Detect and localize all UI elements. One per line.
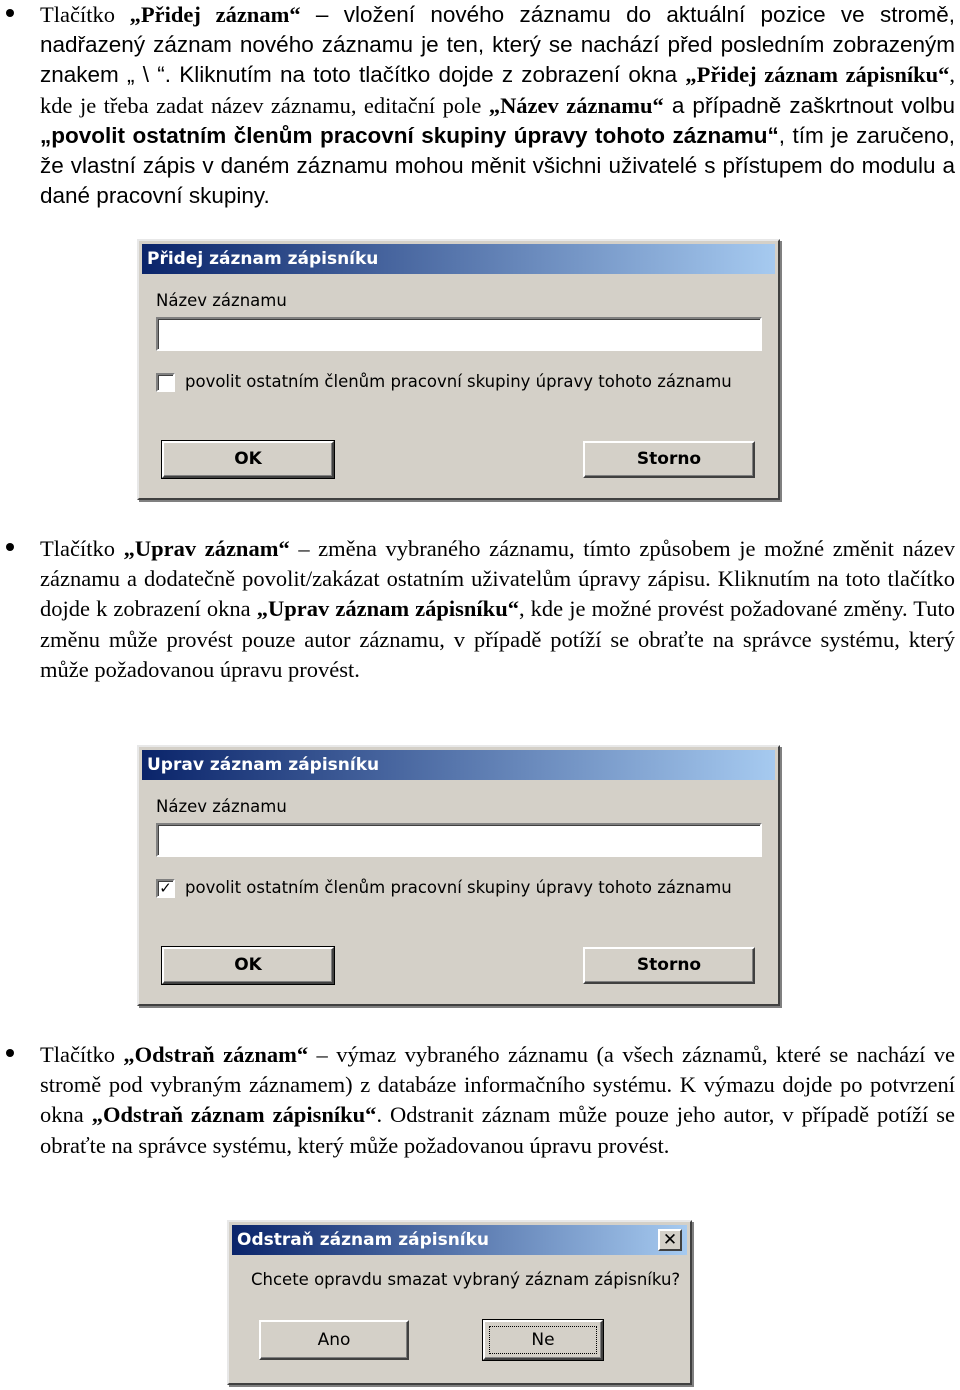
cancel-button[interactable]: Storno — [583, 441, 755, 478]
focus-rect — [489, 1326, 597, 1354]
term-delete-record: „Odstraň záznam“ — [123, 1042, 309, 1067]
no-button[interactable]: Ne — [483, 1320, 603, 1360]
dialog-titlebar: Uprav záznam zápisníku — [142, 750, 775, 780]
allow-edit-checkbox[interactable] — [156, 373, 175, 392]
bullet-dot — [6, 543, 14, 551]
dialog-titlebar: Přidej záznam zápisníku — [142, 244, 775, 274]
record-name-input[interactable] — [156, 317, 762, 351]
close-icon[interactable]: ✕ — [658, 1229, 682, 1251]
bullet-dot — [6, 1049, 14, 1057]
dialog-titlebar: Odstraň záznam zápisníku — [232, 1225, 687, 1255]
field-label-record-name: Název záznamu — [156, 291, 287, 310]
allow-edit-checkbox-label[interactable]: povolit ostatním členům pracovní skupiny úpravy tohoto záznamu — [185, 878, 732, 897]
paragraph-edit-record: Tlačítko „Uprav záznam“ – změna vybraného záznamu, tímto způsobem je možné změnit název záznamu a dodatečně povolit/zakázat ostatním uživatelům úpravy zápisu. Kliknutím na toto tlačítko dojde k zobrazení okna „Uprav záznam zápisníku“, kde je možné provést požadované změny. Tuto změnu může provést pouze autor záznamu, v případě potíží se obraťte na správce systému, který může požadovanou úpravu provést. — [40, 536, 956, 682]
confirm-message: Chcete opravdu smazat vybraný záznam zápisníku? — [251, 1270, 681, 1289]
dialog-add-record — [137, 239, 780, 500]
term-add-record: „Přidej záznam“ — [129, 2, 301, 27]
field-label-record-name: Název záznamu — [156, 797, 287, 816]
paragraph-add-record: Tlačítko „Přidej záznam“ – vložení nového záznamu do aktuální pozice ve stromě, nadřazený záznam nového záznamu je ten, který se nachází před posledním zobrazeným znakem „ \ “. Kliknutím na toto tlačítko dojde z zobrazení okna „Přidej záznam zápisníku“, kde je třeba zadat název záznamu, editační pole „Název záznamu“ a případně zaškrtnout volbu „povolit ostatním členům pracovní skupiny úpravy tohoto záznamu“, tím je zaručeno, že vlastní zápis v daném záznamu mohou měnit všichni uživatelé s přístupem do modulu a dané pracovní skupiny. — [40, 2, 956, 209]
yes-button[interactable]: Ano — [259, 1320, 409, 1360]
bullet-dot — [6, 9, 14, 17]
ok-button[interactable]: OK — [162, 947, 334, 984]
cancel-button[interactable]: Storno — [583, 947, 755, 984]
paragraph-delete-record: Tlačítko „Odstraň záznam“ – výmaz vybraného záznamu (a všech záznamů, které se nachází ve stromě pod vybraným záznamem) z databáze informačního systému. K výmazu dojde po potvrzení okna „Odstraň záznam zápisníku“. Odstranit záznam může pouze jeho autor, v případě potíží se obraťte na správce systému, který může požadovanou úpravu provést. — [40, 1042, 955, 1158]
ok-button[interactable]: OK — [162, 441, 334, 478]
allow-edit-checkbox[interactable]: ✓ — [156, 879, 175, 898]
allow-edit-checkbox-label[interactable]: povolit ostatním členům pracovní skupiny úpravy tohoto záznamu — [185, 372, 732, 391]
dialog-edit-record — [137, 745, 780, 1006]
record-name-input[interactable] — [156, 823, 762, 857]
dialog-delete-record — [227, 1220, 692, 1385]
term-edit-record: „Uprav záznam“ — [123, 536, 290, 561]
